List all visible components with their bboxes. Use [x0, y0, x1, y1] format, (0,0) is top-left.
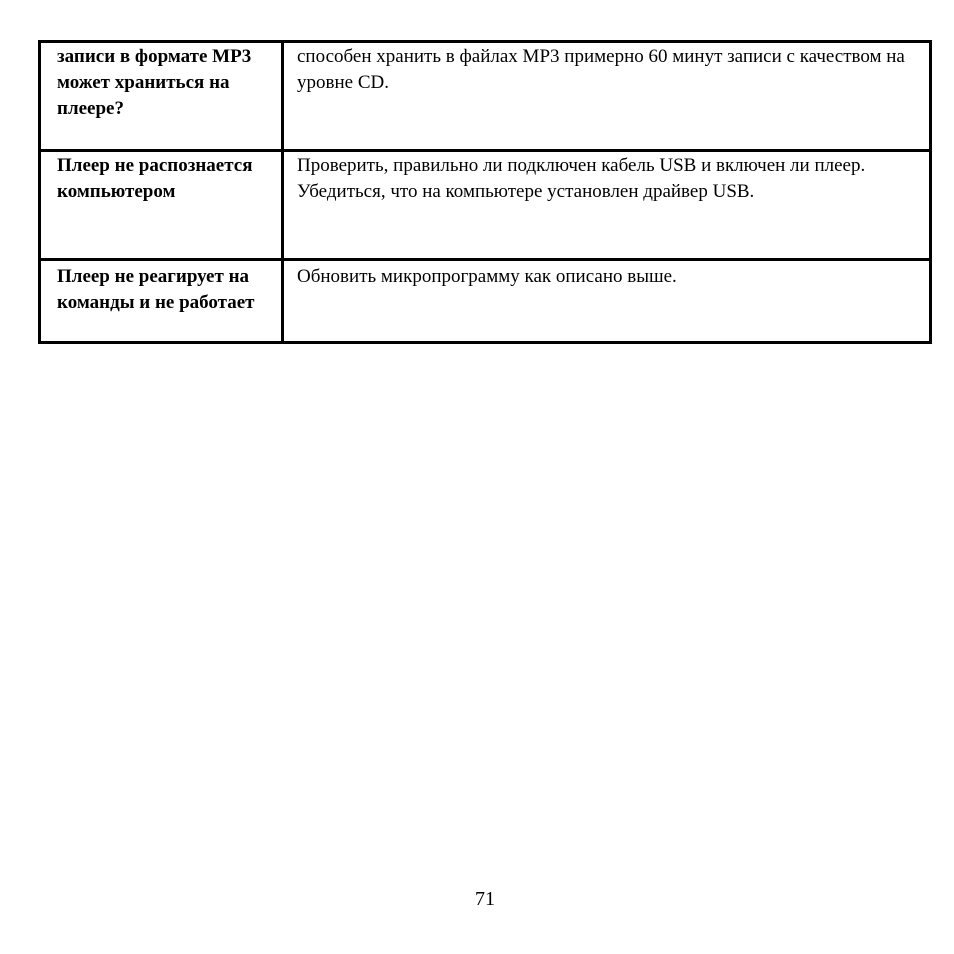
page-number: 71 — [475, 888, 495, 910]
question-cell: Плеер не распознается компьютером — [40, 151, 283, 260]
table-row — [40, 42, 931, 151]
answer-line: Обновить микропрограмму как описано выше. — [297, 266, 677, 287]
troubleshooting-table — [38, 40, 932, 344]
answer-cell — [283, 151, 931, 260]
table-row — [40, 151, 931, 260]
answer-line: способен хранить в файлах MP3 примерно 60 минут записи с качеством на уровне CD. — [297, 46, 905, 93]
answer-line: Убедиться, что на компьютере установлен драйвер USB. — [297, 181, 755, 202]
question-cell: Плеер не реагирует на команды и не работает — [40, 260, 283, 343]
answer-line: Проверить, правильно ли подключен кабель USB и включен ли плеер. — [297, 155, 866, 176]
answer-cell — [283, 42, 931, 151]
table-row — [40, 260, 931, 343]
question-cell: записи в формате МР3 может храниться на плеере? — [40, 42, 283, 151]
answer-cell — [283, 260, 931, 343]
